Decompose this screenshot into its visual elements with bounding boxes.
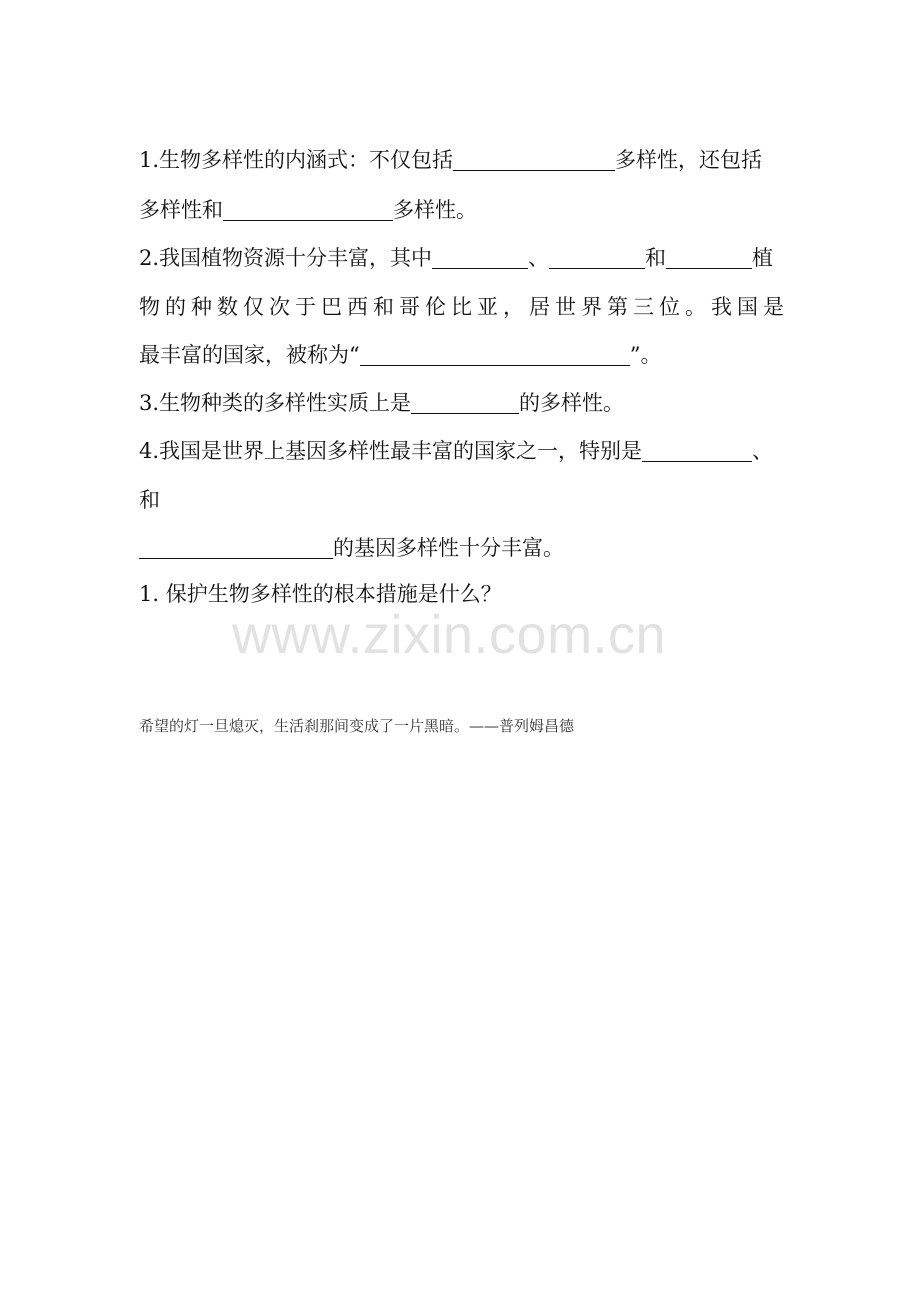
q2-char: 国 — [737, 295, 758, 319]
q2-char: 哥 — [399, 295, 420, 319]
q4-text-a: 4.我国是世界上基因多样性最丰富的国家之一，特别是 — [139, 439, 643, 463]
q4-blank-2[interactable] — [139, 536, 333, 559]
q2-char: 。 — [685, 295, 706, 319]
q1-text-a: 1.生物多样性的内涵式：不仅包括 — [139, 148, 454, 172]
q2-char: 比 — [451, 295, 472, 319]
q2-blank-2[interactable] — [549, 246, 645, 269]
q2-text-b: 、 — [528, 246, 550, 270]
q2-char: 巴 — [321, 295, 342, 319]
q4-text-c: 和 — [139, 488, 160, 512]
q2-char: 我 — [711, 295, 732, 319]
q3-text-b: 的多样性。 — [519, 391, 625, 415]
q2-line-1 — [139, 244, 784, 272]
q4-text-d: 的基因多样性十分丰富。 — [333, 536, 564, 560]
q2-char: 于 — [295, 295, 316, 319]
q2-text-d: 植 — [752, 246, 774, 270]
q1-blank-1[interactable] — [453, 148, 615, 171]
q3-blank-1[interactable] — [411, 391, 519, 414]
q1-line-2 — [139, 196, 784, 224]
q2-char: 种 — [191, 295, 212, 319]
q1-text-b: 多样性，还包括 — [615, 148, 763, 172]
q2-char: 三 — [633, 295, 654, 319]
q1-text-c: 多样性和 — [139, 198, 223, 222]
q2-text-c: 和 — [645, 246, 667, 270]
q2-char: 界 — [581, 295, 602, 319]
q2-char: 位 — [659, 295, 680, 319]
q5-text: 1. 保护生物多样性的根本措施是什么？ — [139, 582, 502, 606]
q2-blank-3[interactable] — [666, 246, 752, 269]
q1-line-1 — [139, 146, 784, 174]
q2-line-3 — [139, 341, 784, 369]
q2-blank-1[interactable] — [432, 246, 528, 269]
watermark: www.zixin.com.cn — [232, 605, 667, 665]
q4-line-2 — [139, 486, 784, 514]
q4-text-b: 、 — [752, 439, 774, 463]
q2-text-a: 2.我国植物资源十分丰富，其中 — [139, 246, 433, 270]
q4-blank-1[interactable] — [642, 439, 752, 462]
q2-char: 仅 — [243, 295, 264, 319]
q2-char: 西 — [347, 295, 368, 319]
q2-char: 和 — [373, 295, 394, 319]
q2-text-e: 最丰富的国家，被称为“ — [139, 343, 360, 367]
q2-text-f: ”。 — [629, 343, 662, 367]
q2-char: 伦 — [425, 295, 446, 319]
q2-char: 的 — [165, 295, 186, 319]
q2-char: ， — [503, 295, 524, 319]
q2-char: 数 — [217, 295, 238, 319]
q3-text-a: 3.生物种类的多样性实质上是 — [139, 391, 412, 415]
q2-char: 物 — [139, 295, 160, 319]
q2-char: 次 — [269, 295, 290, 319]
q2-char: 第 — [607, 295, 628, 319]
q3-line-1 — [139, 389, 784, 417]
q4-line-1 — [139, 437, 784, 465]
q2-char: 是 — [763, 295, 784, 319]
q2-char: 居 — [529, 295, 550, 319]
q2-blank-4[interactable] — [360, 343, 630, 366]
q2-char: 世 — [555, 295, 576, 319]
footer-quote: 希望的灯一旦熄灭，生活刹那间变成了一片黑暗。——普列姆昌德 — [139, 717, 575, 735]
q4-line-3 — [139, 534, 784, 562]
q1-text-d: 多样性。 — [393, 198, 477, 222]
q2-char: 亚 — [477, 295, 498, 319]
q1-blank-2[interactable] — [223, 198, 393, 221]
q2-line-2 — [139, 293, 784, 321]
